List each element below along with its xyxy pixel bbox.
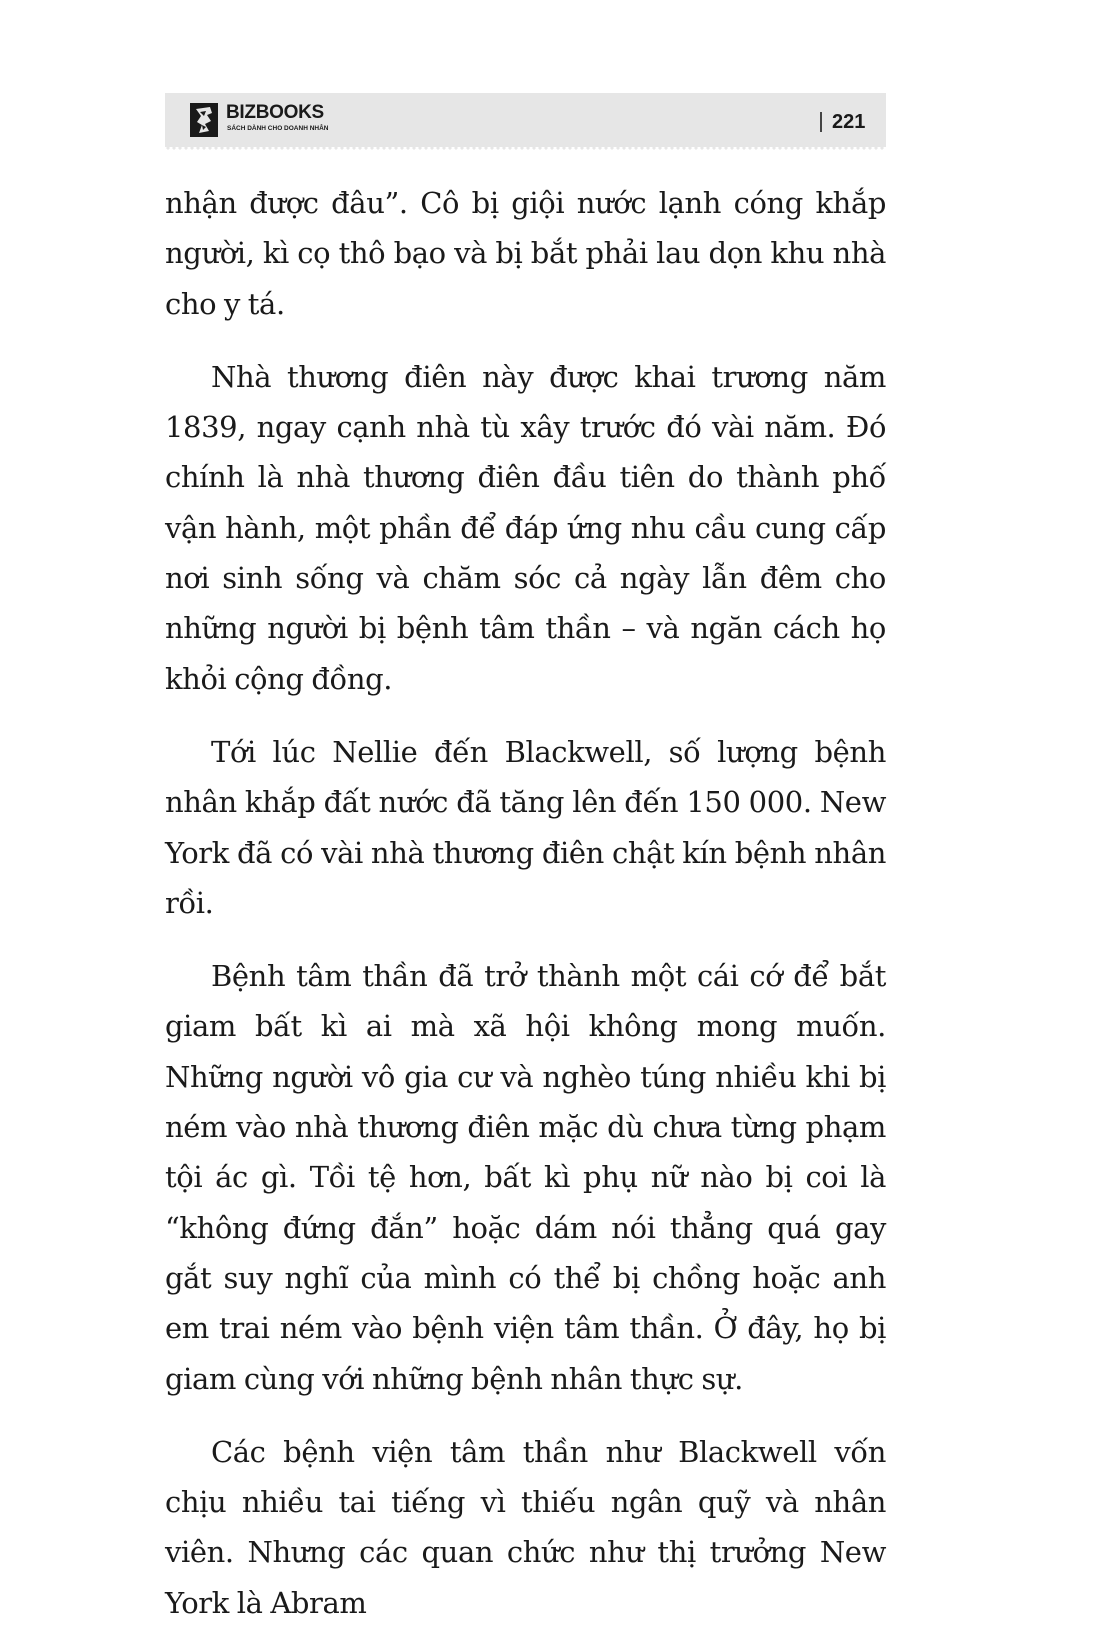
paragraph: Các bệnh viện tâm thần như Blackwell vốn chịu nhiều tai tiếng vì thiếu ngân quỹ và nhân viên. Nhưng các quan chức như thị trưởng New York là Abram bbox=[165, 1434, 886, 1620]
brand-name: BIZBOOKS bbox=[226, 102, 324, 123]
paragraph: Nhà thương điên này được khai trương năm 1839, ngay cạnh nhà tù xây trước đó vài năm. Đó chính là nhà thương điên đầu tiên do thành phố vận hành, một phần để đáp ứng nhu cầu cung cấp nơi sinh sống và chăm sóc cả ngày lẫn đêm cho những người bị bệnh tâm thần – và ngăn cách họ khỏi cộng đồng. bbox=[165, 359, 886, 696]
brand-tagline: SÁCH DÀNH CHO DOANH NHÂN bbox=[227, 125, 329, 132]
body-text bbox=[165, 178, 886, 1651]
page-number: 221 bbox=[832, 111, 866, 133]
paragraph: Bệnh tâm thần đã trở thành một cái cớ để bắt giam bất kì ai mà xã hội không mong muốn. Những người vô gia cư và nghèo túng nhiều khi bị ném vào nhà thương điên mặc dù chưa từng phạm tội ác gì. Tồi tệ hơn, bất kì phụ nữ nào bị coi là “không đứng đắn” hoặc dám nói thẳng quá gay gắt suy nghĩ của mình có thể bị chồng hoặc anh em trai ném vào bệnh viện tâm thần. Ở đây, họ bị giam cùng với những bệnh nhân thực sự. bbox=[165, 959, 886, 1396]
paragraph: Tới lúc Nellie đến Blackwell, số lượng bệnh nhân khắp đất nước đã tăng lên đến 150 000. New York đã có vài nhà thương điên chật kín bệnh nhân rồi. bbox=[165, 734, 886, 920]
page-number-divider bbox=[820, 112, 822, 132]
page-header bbox=[165, 93, 886, 147]
paragraph: nhận được đâu”. Cô bị giội nước lạnh cóng khắp người, kì cọ thô bạo và bị bắt phải lau dọn khu nhà cho y tá. bbox=[165, 186, 886, 321]
bizbooks-logo-icon bbox=[190, 103, 218, 137]
